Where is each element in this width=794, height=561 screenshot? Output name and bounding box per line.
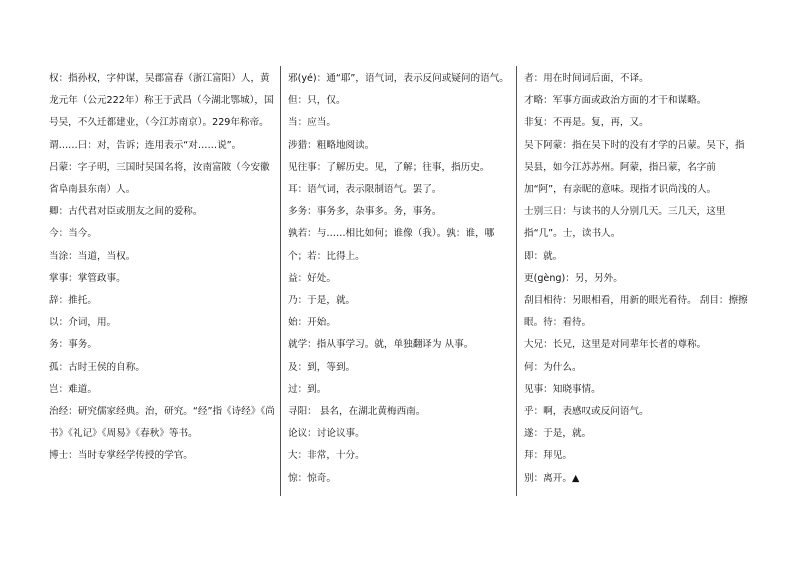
column-divider xyxy=(516,66,517,496)
entry: 岂：难道。 xyxy=(49,383,97,395)
annotation-column-2 xyxy=(288,68,510,491)
entry: 论议：讨论议事。 xyxy=(288,428,365,440)
entry: 遂：于是，就。 xyxy=(524,428,592,440)
entry: 涉猎：粗略地阅读。 xyxy=(288,139,375,151)
entry: 今：当今。 xyxy=(49,228,97,240)
entry: 即：就。 xyxy=(524,250,563,262)
entry: 见往事：了解历史。见，了解；往事，指历史。 xyxy=(288,161,490,173)
entry: 博士：当时专掌经学传授的学官。 xyxy=(49,450,193,462)
annotation-column-1 xyxy=(49,68,275,491)
entry: 邪(yé)：通“耶”，语气词，表示反问或疑问的语气。 xyxy=(288,73,509,84)
entry: 士别三日：与读书的人分别几天。三几天，这里指“几”。士，读书人。 xyxy=(524,206,726,240)
entry: 别：离开。▲ xyxy=(524,472,580,484)
entry: 耳：语气词，表示限制语气。罢了。 xyxy=(288,184,442,196)
entry: 乃：于是，就。 xyxy=(288,295,356,307)
entry: 治经：研究儒家经典。治，研究。“经”指《诗经》《尚书》《礼记》《周易》《春秋》等书。 xyxy=(49,406,275,440)
entry: 但：只，仅。 xyxy=(288,95,346,107)
entry: 才略：军事方面或政治方面的才干和谋略。 xyxy=(524,95,707,107)
entry: 及：到，等到。 xyxy=(288,361,356,373)
entry: 始：开始。 xyxy=(288,317,336,329)
entry: 务：事务。 xyxy=(49,339,97,351)
entry: 何：为什么。 xyxy=(524,361,582,373)
entry: 孤：古时王侯的自称。 xyxy=(49,361,145,373)
entry: 吕蒙：字子明，三国时吴国名将，汝南富陂（今安徽省阜南县东南）人。 xyxy=(49,161,270,196)
entry: 权：指孙权，字仲谋，吴郡富春（浙江富阳）人，黄龙元年（公元222年）称王于武昌（今湖北鄂城），国号吴，不久迁都建业，（今江苏南京）。229年称帝。 xyxy=(49,73,274,129)
entry: 见事：知晓事情。 xyxy=(524,383,601,395)
entry: 刮目相待：另眼相看，用新的眼光看待。 刮目：擦擦眼。待：看待。 xyxy=(524,295,748,329)
entry: 益：好处。 xyxy=(288,272,336,284)
entry: 谓……曰：对，告诉；连用表示“对……说”。 xyxy=(49,139,242,151)
entry: 以：介词，用。 xyxy=(49,317,117,329)
entry: 更(gèng)：另，另外。 xyxy=(524,272,623,284)
entry: 惊：惊奇。 xyxy=(288,472,336,484)
entry: 过：到。 xyxy=(288,383,327,395)
entry: 大：非常，十分。 xyxy=(288,450,365,462)
entry: 卿：古代君对臣或朋友之间的爱称。 xyxy=(49,206,203,218)
entry: 吴下阿蒙：指在吴下时的没有才学的吕蒙。吴下，指吴县，如今江苏苏州。阿蒙，指吕蒙，名字前加“阿”，有亲昵的意味。现指才识尚浅的人。 xyxy=(524,139,745,196)
entry: 拜：拜见。 xyxy=(524,450,572,462)
entry: 辞：推托。 xyxy=(49,295,97,307)
entry: 者：用在时间词后面，不译。 xyxy=(524,73,649,84)
entry: 大兄：长兄，这里是对同辈年长者的尊称。 xyxy=(524,339,707,351)
entry: 多务：事务多，杂事多。务，事务。 xyxy=(288,206,442,218)
entry: 寻阳： 县名，在湖北黄梅西南。 xyxy=(288,406,426,418)
entry: 非复：不再是。复，再，又。 xyxy=(524,117,649,129)
entry: 乎：啊，表感叹或反问语气。 xyxy=(524,406,649,418)
column-divider xyxy=(280,66,281,496)
entry: 掌事：掌管政事。 xyxy=(49,272,126,284)
entry: 当涂：当道，当权。 xyxy=(49,250,136,262)
annotation-column-3 xyxy=(524,68,752,491)
entry: 孰若：与……相比如何；谁像（我）。孰：谁，哪个；若：比得上。 xyxy=(288,228,495,262)
entry: 当：应当。 xyxy=(288,117,336,129)
entry: 就学：指从事学习。就，单独翻译为 从事。 xyxy=(288,339,474,351)
